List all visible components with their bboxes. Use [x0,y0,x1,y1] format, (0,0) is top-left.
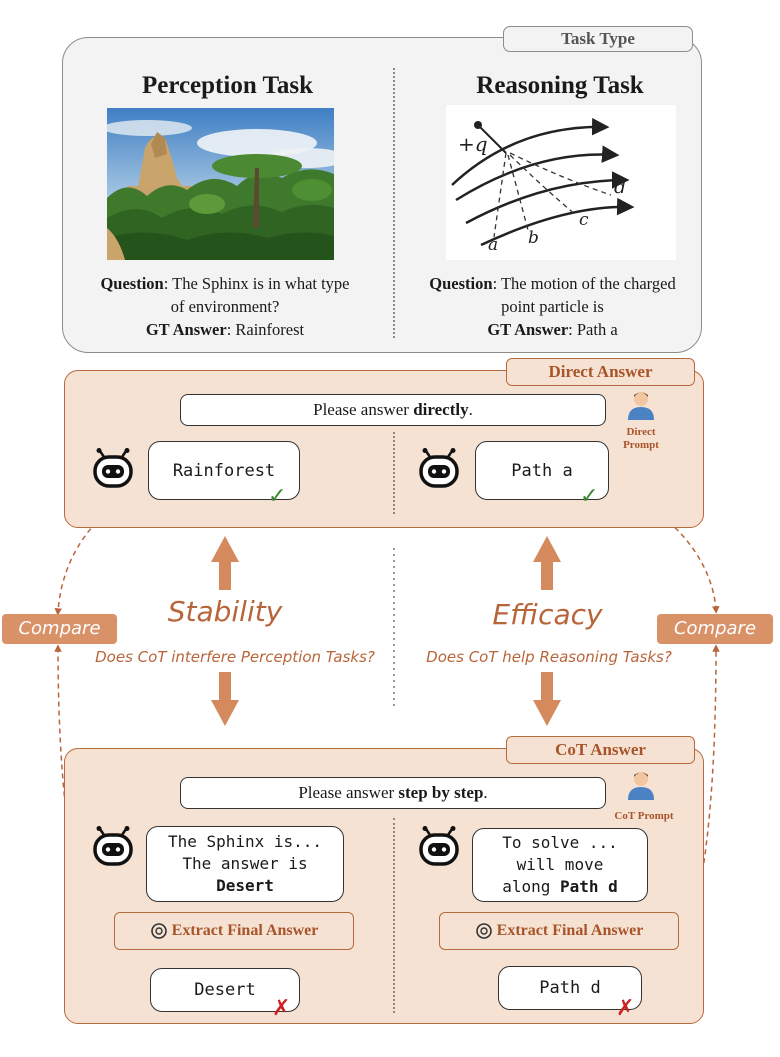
stability-down-arrow [211,672,239,726]
cot-divider [393,818,395,1013]
path-a-label: a [488,235,499,255]
efficacy-down-arrow [533,672,561,726]
check-icon: ✓ [580,484,599,509]
robot-icon [92,826,134,868]
direct-left-answer-bubble: Rainforest [148,441,300,500]
check-icon: ✓ [268,484,287,509]
task-type-tag: Task Type [503,26,693,52]
path-b-label: b [528,228,539,248]
cot-left-final-answer: Desert [150,968,300,1012]
stability-up-arrow [211,536,239,590]
charge-label: +q [458,132,488,156]
robot-icon [418,826,460,868]
direct-divider [393,432,395,514]
task-divider [393,68,395,338]
stability-title: Stability [167,595,283,628]
cross-icon: ✗ [616,996,635,1021]
robot-icon [418,448,460,490]
cot-right-final-answer: Path d [498,966,642,1010]
efficacy-up-arrow [533,536,561,590]
perception-question: Question: The Sphinx is in what type of environment? GT Answer: Rainforest [100,274,350,339]
robot-icon [92,448,134,490]
direct-right-answer-bubble: Path a [475,441,609,500]
reasoning-question: Question: The motion of the charged point particle is GT Answer: Path a [429,274,676,339]
path-d-label: d [614,176,627,198]
user-icon [626,390,656,420]
extract-left-box: Extract Final Answer [114,912,354,950]
perception-task-title: Perception Task [141,72,314,99]
direct-prompt-label: Direct Prompt [623,426,659,451]
efficacy-title: Efficacy [492,598,603,631]
user-icon [626,770,656,800]
cot-prompt-box: Please answer step by step . [180,777,606,809]
direct-prompt-box: Please answer directly . [180,394,606,426]
cot-left-reasoning-bubble: The Sphinx is... The answer is Desert [146,826,344,902]
direct-answer-tag: Direct Answer [506,358,695,386]
reasoning-task-title: Reasoning Task [476,72,644,99]
sphinx-rainforest-image [107,108,334,260]
openai-logo-icon [475,922,493,940]
compare-right-badge: Compare [657,614,773,644]
path-c-label: c [579,210,589,230]
compare-left-badge: Compare [2,614,117,644]
charged-particle-diagram [446,105,676,260]
stability-question: Does CoT interfere Perception Tasks? [95,648,375,666]
cross-icon: ✗ [272,996,291,1021]
extract-right-box: Extract Final Answer [439,912,679,950]
cot-answer-tag: CoT Answer [506,736,695,764]
cot-prompt-label: CoT Prompt [614,810,674,822]
efficacy-question: Does CoT help Reasoning Tasks? [426,648,672,666]
cot-right-reasoning-bubble: To solve ... will move along Path d [472,828,648,902]
openai-logo-icon [150,922,168,940]
